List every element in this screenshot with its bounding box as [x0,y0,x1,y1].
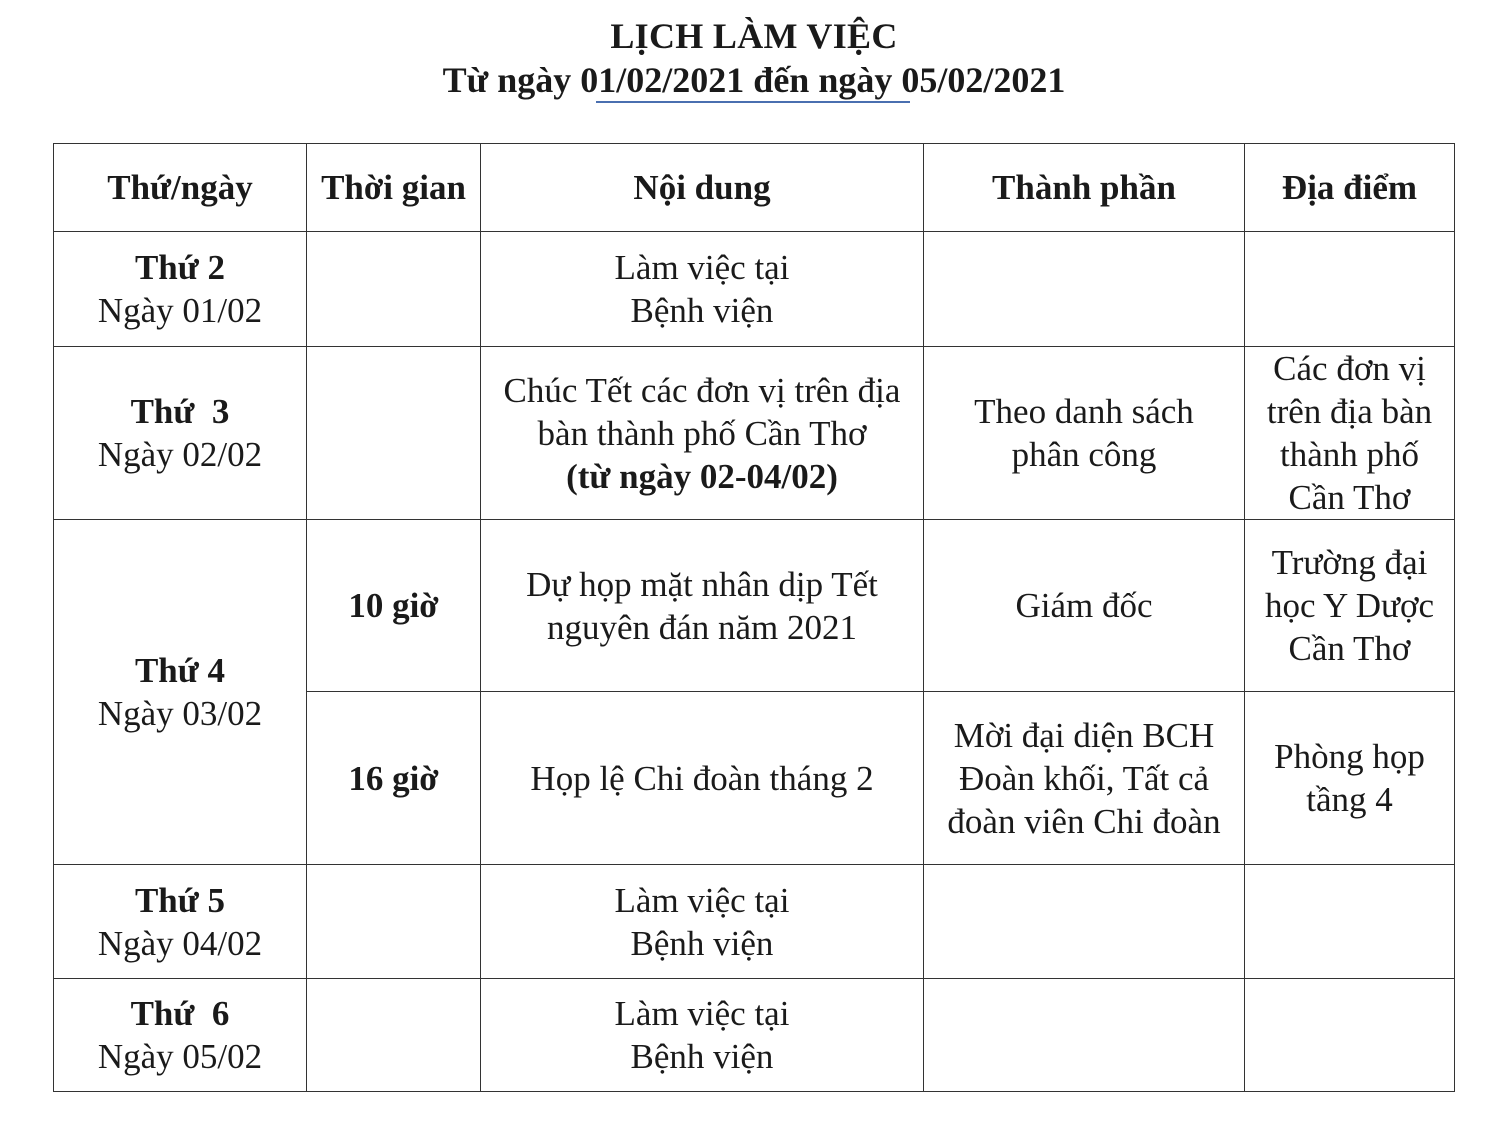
date-label: Ngày 03/02 [97,694,263,733]
content-cell: Dự họp mặt nhân dịp Tết nguyên đán năm 2021 [481,520,924,692]
day-cell [54,347,307,520]
day-cell [54,865,307,979]
participants-cell [924,865,1245,979]
date-label: Ngày 01/02 [97,291,263,330]
participants-cell: Theo danh sách phân công [924,347,1245,520]
location-cell: Các đơn vị trên địa bàn thành phố Cần Thơ [1245,347,1455,520]
day-cell [54,979,307,1092]
column-header-day: Thứ/ngày [54,144,307,232]
content-cell: Làm việc tại Bệnh viện [481,979,924,1092]
day-label: Thứ 6 [130,994,230,1033]
location-cell: Trường đại học Y Dược Cần Thơ [1245,520,1455,692]
schedule-table [53,143,1455,1092]
day-label: Thứ 2 [134,248,226,287]
time-cell: 16 giờ [307,692,481,865]
date-label: Ngày 04/02 [97,923,263,963]
participants-cell [924,979,1245,1092]
document-subtitle: Từ ngày 01/02/2021 đến ngày 05/02/2021 [442,60,1066,100]
subtitle-underline [596,101,910,103]
participants-cell: Mời đại diện BCH Đoàn khối, Tất cả đoàn viên Chi đoàn [924,692,1245,865]
table-header-row [54,144,1455,232]
time-cell [307,347,481,520]
time-cell [307,232,481,347]
content-cell [481,347,924,520]
time-cell [307,979,481,1092]
location-cell [1245,979,1455,1092]
day-label: Thứ 4 [134,651,226,690]
location-cell [1245,865,1455,979]
location-cell [1245,232,1455,347]
time-cell: 10 giờ [307,520,481,692]
participants-cell [924,232,1245,347]
location-cell: Phòng họp tầng 4 [1245,692,1455,865]
table-row [54,520,1455,692]
column-header-location: Địa điểm [1245,144,1455,232]
content-note: (từ ngày 02-04/02) [566,456,838,496]
day-cell [54,520,307,865]
date-label: Ngày 05/02 [97,1037,263,1076]
content-cell: Họp lệ Chi đoàn tháng 2 [481,692,924,865]
column-header-time: Thời gian [307,144,481,232]
content-text: Chúc Tết các đơn vị trên địa bàn thành phố Cần Thơ [503,370,901,453]
column-header-participants: Thành phần [924,144,1245,232]
table-row [54,979,1455,1092]
content-cell: Làm việc tại Bệnh viện [481,232,924,347]
column-header-content: Nội dung [481,144,924,232]
day-cell [54,232,307,347]
table-row [54,347,1455,520]
day-label: Thứ 5 [134,880,226,920]
time-cell [307,865,481,979]
content-cell: Làm việc tại Bệnh viện [481,865,924,979]
day-label: Thứ 3 [130,392,230,431]
table-row [54,865,1455,979]
table-row [54,232,1455,347]
date-label: Ngày 02/02 [97,435,263,474]
participants-cell: Giám đốc [924,520,1245,692]
document-title: LỊCH LÀM VIỆC [610,16,898,56]
